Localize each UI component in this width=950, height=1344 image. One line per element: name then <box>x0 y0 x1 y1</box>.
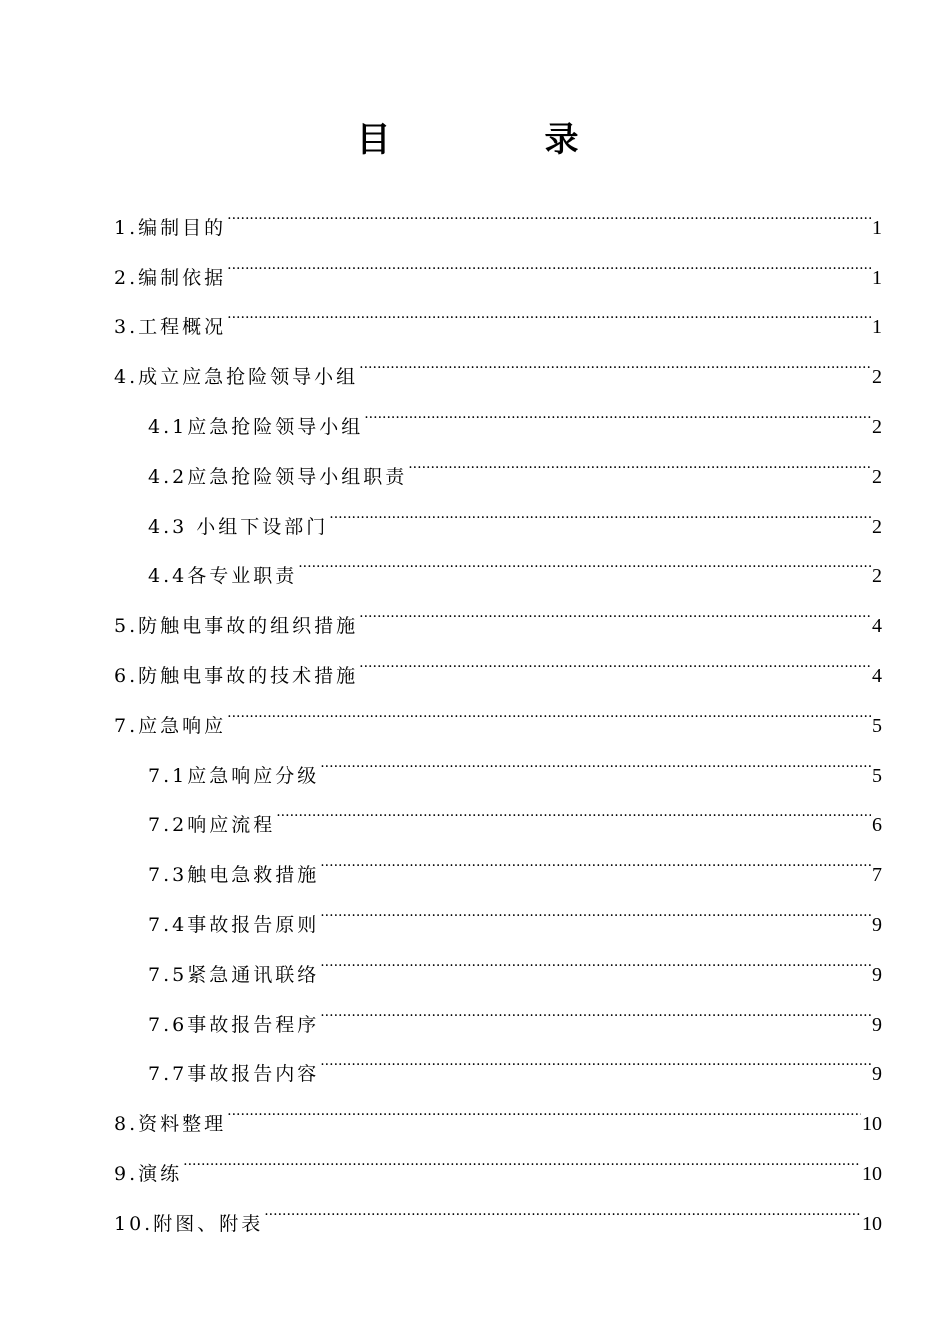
dot-leader <box>359 333 871 383</box>
dot-leader <box>320 981 871 1031</box>
table-of-contents <box>114 184 882 1235</box>
toc-entry-label: 7.7事故报告内容 <box>148 1063 320 1086</box>
toc-entry-page: 9 <box>872 1013 882 1036</box>
dot-leader <box>227 284 871 334</box>
toc-entry-label: 7.5紧急通讯联络 <box>148 963 320 986</box>
toc-entry-label: 6.防触电事故的技术措施 <box>114 664 359 687</box>
toc-entry-label: 7.应急响应 <box>114 714 227 737</box>
toc-entry-label: 4.2应急抢险领导小组职责 <box>148 465 408 488</box>
toc-entry-label: 2.编制依据 <box>114 266 227 289</box>
page-title: 目 录 <box>356 120 639 160</box>
toc-entry-label: 4.4各专业职责 <box>148 565 298 588</box>
dot-leader <box>298 533 871 583</box>
dot-leader <box>227 234 871 284</box>
toc-entry-label: 5.防触电事故的组织措施 <box>114 615 359 638</box>
dot-leader <box>320 931 871 981</box>
toc-entry-page: 10 <box>862 1212 882 1235</box>
toc-entry-page: 4 <box>872 615 882 638</box>
toc-entry-label: 1.编制目的 <box>114 216 227 239</box>
dot-leader <box>320 1031 871 1081</box>
dot-leader <box>320 831 871 881</box>
toc-entry-page: 9 <box>872 963 882 986</box>
toc-entry-page: 1 <box>872 316 882 339</box>
dot-leader <box>227 1080 861 1130</box>
toc-entry[interactable] <box>114 732 882 787</box>
toc-entry[interactable] <box>114 682 882 737</box>
dot-leader <box>227 682 871 732</box>
toc-entry-label: 4.成立应急抢险领导小组 <box>114 366 359 389</box>
toc-entry-page: 10 <box>862 1162 882 1185</box>
toc-entry-page: 2 <box>872 515 882 538</box>
toc-entry-page: 2 <box>872 565 882 588</box>
toc-entry-page: 10 <box>862 1113 882 1136</box>
toc-entry-page: 4 <box>872 664 882 687</box>
dot-leader <box>329 483 871 533</box>
toc-entry-label: 7.4事故报告原则 <box>148 913 320 936</box>
toc-entry-page: 9 <box>872 913 882 936</box>
toc-entry[interactable] <box>114 1180 882 1235</box>
toc-entry-page: 2 <box>872 415 882 438</box>
dot-leader <box>320 881 871 931</box>
dot-leader <box>183 1130 861 1180</box>
dot-leader <box>408 433 871 483</box>
toc-entry-label: 8.资料整理 <box>114 1113 227 1136</box>
toc-entry[interactable] <box>114 284 882 339</box>
dot-leader <box>364 383 871 433</box>
toc-entry[interactable] <box>114 1130 882 1185</box>
toc-entry-page: 1 <box>872 216 882 239</box>
toc-entry-page: 5 <box>872 714 882 737</box>
toc-entry[interactable] <box>114 333 882 389</box>
toc-entry-label: 7.1应急响应分级 <box>148 764 320 787</box>
toc-entry-label: 3.工程概况 <box>114 316 227 339</box>
toc-entry-label: 7.2响应流程 <box>148 814 276 837</box>
toc-entry-label: 9.演练 <box>114 1162 183 1185</box>
toc-entry-page: 5 <box>872 764 882 787</box>
toc-entry[interactable] <box>114 1080 882 1136</box>
dot-leader <box>359 582 871 632</box>
toc-entry-page: 9 <box>872 1063 882 1086</box>
toc-entry-page: 2 <box>872 366 882 389</box>
dot-leader <box>227 184 871 234</box>
dot-leader <box>276 782 871 832</box>
toc-entry[interactable] <box>114 234 882 289</box>
toc-entry-page: 2 <box>872 465 882 488</box>
toc-entry-page: 6 <box>872 814 882 837</box>
dot-leader <box>359 632 871 682</box>
dot-leader <box>320 732 871 782</box>
toc-entry[interactable] <box>114 184 882 239</box>
toc-entry-label: 10.附图、附表 <box>114 1212 264 1235</box>
toc-entry-label: 4.3 小组下设部门 <box>148 515 329 538</box>
toc-entry-page: 7 <box>872 864 882 887</box>
dot-leader <box>264 1180 861 1230</box>
toc-entry-page: 1 <box>872 266 882 289</box>
toc-entry-label: 7.3触电急救措施 <box>148 864 320 887</box>
toc-entry-label: 7.6事故报告程序 <box>148 1013 320 1036</box>
toc-entry-label: 4.1应急抢险领导小组 <box>148 415 364 438</box>
